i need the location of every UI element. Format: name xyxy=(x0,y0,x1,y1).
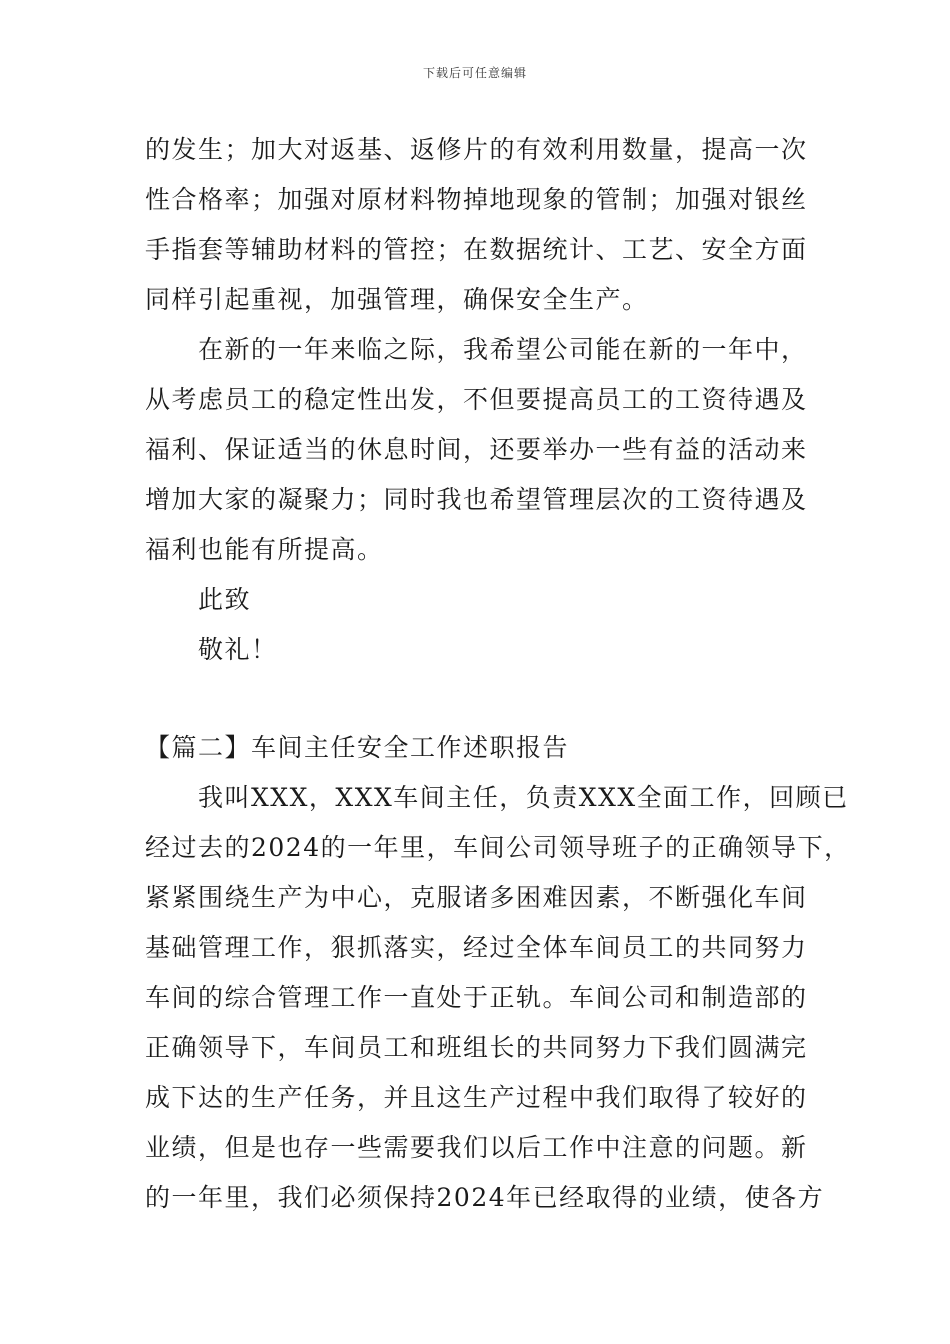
body-line: 从考虑员工的稳定性出发，不但要提高员工的工资待遇及 xyxy=(145,385,808,414)
body-line: 基础管理工作，狠抓落实，经过全体车间员工的共同努力 xyxy=(145,933,808,962)
body-line: 成下达的生产任务，并且这生产过程中我们取得了较好的 xyxy=(145,1083,808,1112)
body-line: 经过去的2024的一年里，车间公司领导班子的正确领导下， xyxy=(145,833,851,862)
body-line: 福利、保证适当的休息时间，还要举办一些有益的活动来 xyxy=(145,435,808,464)
body-line: 正确领导下，车间员工和班组长的共同努力下我们圆满完 xyxy=(145,1033,808,1062)
body-line: 手指套等辅助材料的管控；在数据统计、工艺、安全方面 xyxy=(145,235,808,264)
section-heading: 【篇二】车间主任安全工作述职报告 xyxy=(145,733,570,762)
body-line: 的一年里，我们必须保持2024年已经取得的业绩，使各方 xyxy=(145,1183,825,1212)
body-line: 增加大家的凝聚力；同时我也希望管理层次的工资待遇及 xyxy=(145,485,808,514)
closing-regards: 敬礼！ xyxy=(198,635,278,664)
body-line: 的发生；加大对返基、返修片的有效利用数量，提高一次 xyxy=(145,135,808,164)
body-line: 车间的综合管理工作一直处于正轨。车间公司和制造部的 xyxy=(145,983,808,1012)
paragraph-first-line: 我叫XXX，XXX车间主任，负责XXX全面工作，回顾已 xyxy=(198,783,849,812)
body-line: 性合格率；加强对原材料物掉地现象的管制；加强对银丝 xyxy=(145,185,808,214)
body-line: 紧紧围绕生产为中心，克服诸多困难因素，不断强化车间 xyxy=(145,883,808,912)
body-line: 福利也能有所提高。 xyxy=(145,535,384,564)
closing-salutation: 此致 xyxy=(198,585,252,614)
page-header: 下载后可任意编辑 xyxy=(422,66,527,80)
body-line: 同样引起重视，加强管理，确保安全生产。 xyxy=(145,285,649,314)
body-line: 业绩，但是也存一些需要我们以后工作中注意的问题。新 xyxy=(145,1133,808,1162)
paragraph-first-line: 在新的一年来临之际，我希望公司能在新的一年中， xyxy=(198,335,808,364)
